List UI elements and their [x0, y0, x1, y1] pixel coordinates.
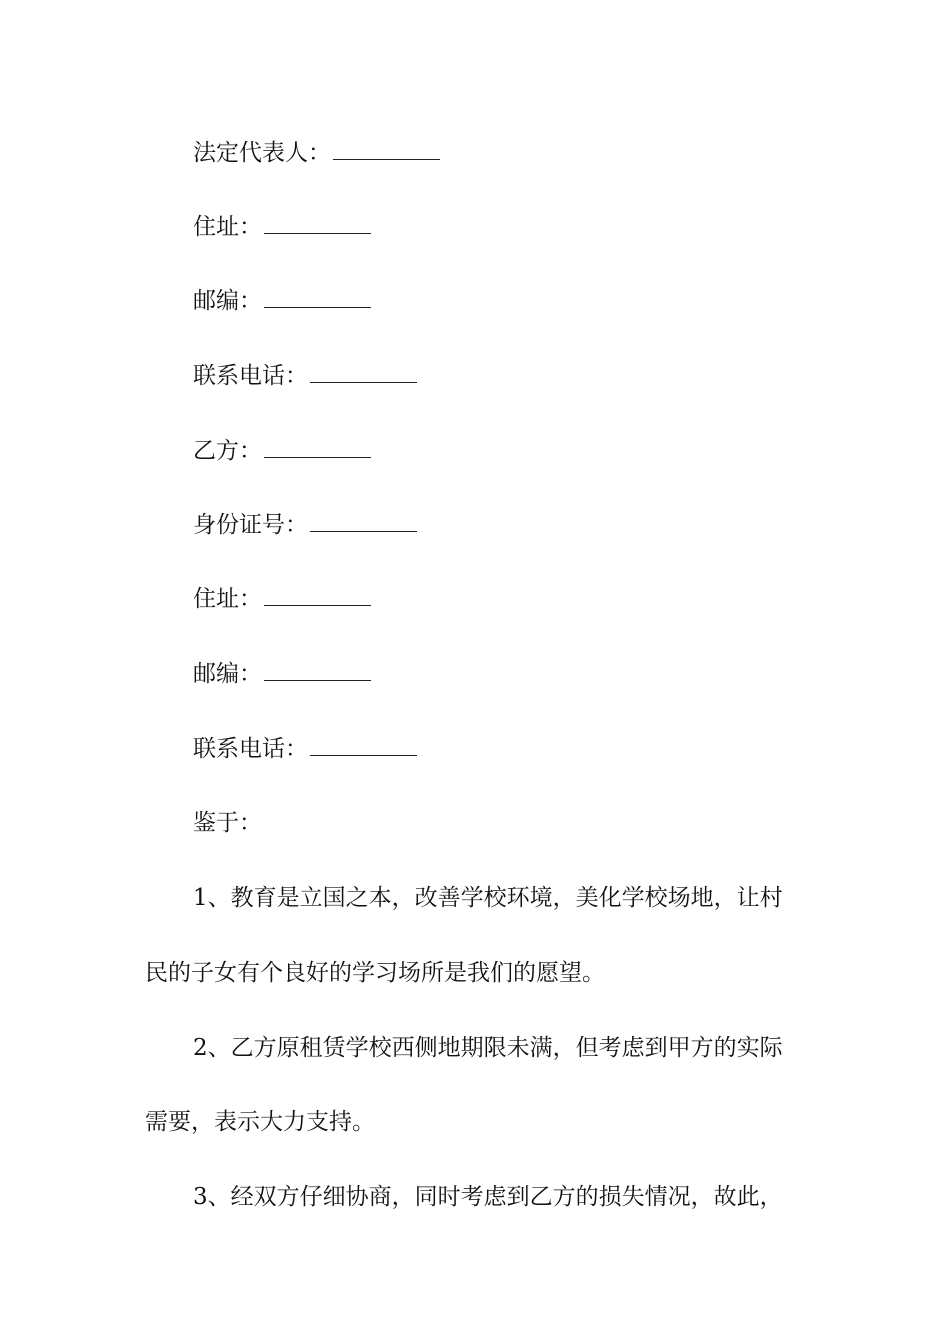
whereas-heading: 鉴于：	[193, 810, 262, 836]
field-label: 乙方：	[193, 438, 262, 464]
fill-blank	[264, 585, 371, 606]
fill-blank	[310, 362, 417, 383]
field-label: 邮编：	[193, 288, 262, 314]
fill-blank	[264, 287, 371, 308]
fill-blank	[333, 139, 440, 160]
fill-blank	[264, 437, 371, 458]
field-address-b	[193, 584, 371, 614]
fill-blank	[310, 735, 417, 756]
fill-blank	[264, 213, 371, 234]
field-legal-representative	[193, 138, 440, 168]
field-party-b	[193, 436, 371, 466]
field-label: 住址：	[193, 586, 262, 612]
field-label: 身份证号：	[193, 512, 308, 538]
field-postcode	[193, 286, 371, 316]
fill-blank	[310, 511, 417, 532]
field-label: 联系电话：	[193, 363, 308, 389]
field-postcode-b	[193, 659, 371, 689]
field-phone-b	[193, 734, 417, 764]
paragraph-2-line-1: 2、乙方原租赁学校西侧地期限未满，但考虑到甲方的实际	[193, 1035, 783, 1061]
paragraph-1-line-1: 1、教育是立国之本，改善学校环境，美化学校场地，让村	[193, 885, 783, 911]
field-label: 住址：	[193, 214, 262, 240]
field-label: 邮编：	[193, 661, 262, 687]
field-id-number	[193, 510, 417, 540]
fill-blank	[264, 660, 371, 681]
paragraph-3-line-1: 3、经双方仔细协商，同时考虑到乙方的损失情况，故此，	[193, 1184, 783, 1210]
paragraph-2-line-2: 需要，表示大力支持。	[145, 1109, 375, 1135]
paragraph-1-line-2: 民的子女有个良好的学习场所是我们的愿望。	[145, 960, 605, 986]
field-address	[193, 212, 371, 242]
field-phone	[193, 361, 417, 391]
field-label: 法定代表人：	[193, 140, 331, 166]
field-label: 联系电话：	[193, 736, 308, 762]
